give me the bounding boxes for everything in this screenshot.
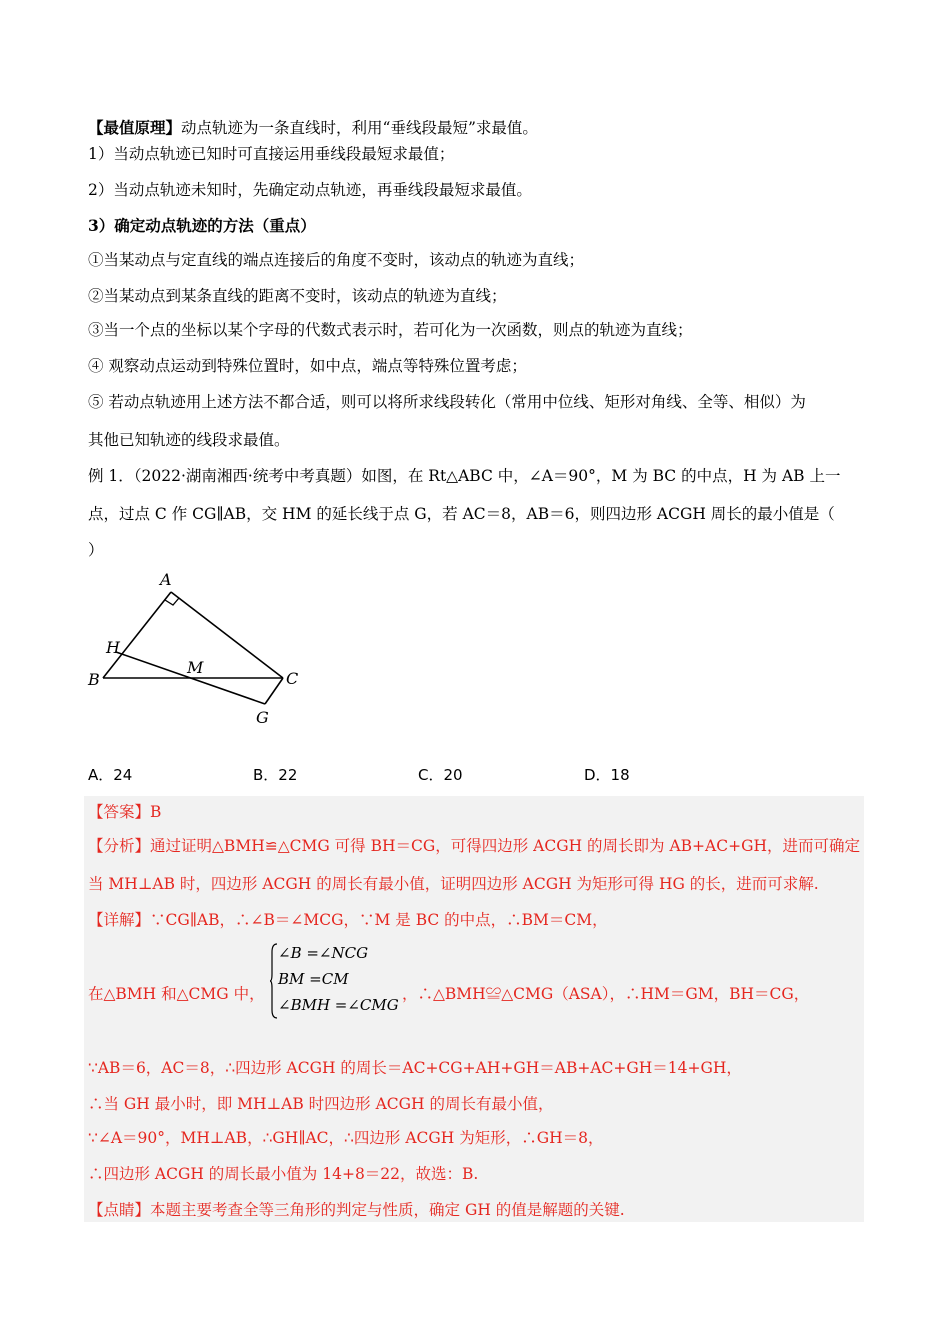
option-d: D．18	[584, 766, 630, 784]
analysis-title: 【分析】	[88, 837, 151, 855]
method-2: ②当某动点到某条直线的距离不变时，该动点的轨迹为直线；	[88, 287, 507, 305]
detail-line-2-post: ，∴△BMH≌△CMG（ASA），∴HM＝GM，BH＝CG，	[402, 985, 810, 1003]
principle-title: 【最值原理】	[88, 118, 182, 137]
equation-system	[270, 942, 400, 1020]
analysis-text-1: 通过证明△BMH≌△CMG 可得 BH＝CG，可得四边形 ACGH 的周长即为 AB+AC+GH，进而可确定	[150, 837, 860, 855]
principle-line	[88, 118, 538, 138]
option-a: A．24	[88, 766, 133, 784]
system-brace	[270, 942, 278, 1020]
principle-text: 动点轨迹为一条直线时，利用“垂线段最短”求最值。	[181, 119, 538, 137]
label-h: H	[106, 638, 120, 657]
method-6: 其他已知轨迹的线段求最值。	[88, 431, 290, 449]
detail-title: 【详解】	[88, 911, 151, 929]
method-5: ⑤ 若动点轨迹用上述方法不都合适，则可以将所求线段转化（常用中位线、矩形对角线、全等、相似）为	[88, 393, 806, 411]
example-line-3: ）	[88, 541, 104, 559]
system-row-1: ∠B =∠NCG	[278, 944, 369, 962]
detail-line-4: ∴当 GH 最小时，即 MH⊥AB 时四边形 ACGH 的周长有最小值，	[88, 1095, 554, 1113]
point-2: 2）当动点轨迹未知时，先确定动点轨迹，再垂线段最短求最值。	[88, 181, 532, 199]
comment-text: 本题主要考查全等三角形的判定与性质，确定 GH 的值是解题的关键.	[150, 1201, 625, 1219]
method-1: ①当某动点与定直线的端点连接后的角度不变时，该动点的轨迹为直线；	[88, 251, 585, 269]
answer-line: 【答案】B	[88, 803, 162, 821]
label-g: G	[256, 708, 269, 727]
method-4: ④ 观察动点运动到特殊位置时，如中点，端点等特殊位置考虑；	[88, 357, 527, 375]
example-line-2: 点，过点 C 作 CG∥AB，交 HM 的延长线于点 G，若 AC＝8，AB＝6，则四边形 ACGH 周长的最小值是（	[88, 505, 835, 523]
method-title: 3）确定动点轨迹的方法（重点）	[88, 216, 316, 235]
comment-line	[88, 1200, 625, 1220]
label-c: C	[286, 669, 299, 688]
detail-line-2-pre: 在△BMH 和△CMG 中，	[88, 985, 265, 1003]
comment-title: 【点睛】	[88, 1201, 151, 1219]
analysis-line-1	[88, 836, 860, 856]
option-b: B．22	[253, 766, 298, 784]
detail-text-1: ∵CG∥AB，∴∠B＝∠MCG，∵M 是 BC 的中点，∴BM＝CM，	[150, 911, 608, 929]
method-3: ③当一个点的坐标以某个字母的代数式表示时，若可化为一次函数，则点的轨迹为直线；	[88, 321, 693, 339]
label-a: A	[160, 570, 172, 589]
label-b: B	[88, 670, 100, 689]
system-row-3: ∠BMH =∠CMG	[278, 996, 399, 1014]
detail-line-3: ∵AB＝6，AC＝8，∴四边形 ACGH 的周长＝AC+CG+AH+GH＝AB+AC+GH＝14+GH，	[88, 1059, 742, 1077]
detail-line-1	[88, 910, 608, 930]
detail-line-5: ∵∠A＝90°，MH⊥AB，∴GH∥AC，∴四边形 ACGH 为矩形，∴GH＝8，	[88, 1129, 604, 1147]
example-line-1: 例 1．（2022·湖南湘西·统考中考真题）如图，在 Rt△ABC 中，∠A＝90°，M 为 BC 的中点，H 为 AB 上一	[88, 467, 841, 485]
answer-panel	[84, 796, 864, 1222]
detail-line-6: ∴四边形 ACGH 的周长最小值为 14+8＝22，故选：B.	[88, 1165, 479, 1183]
analysis-line-2: 当 MH⊥AB 时，四边形 ACGH 的周长有最小值，证明四边形 ACGH 为矩形可得 HG 的长，进而可求解.	[88, 875, 819, 893]
triangle-figure	[80, 566, 320, 732]
label-m: M	[187, 658, 204, 677]
point-1: 1）当动点轨迹已知时可直接运用垂线段最短求最值；	[88, 145, 455, 163]
system-row-2: BM =CM	[278, 970, 349, 988]
option-c: C．20	[418, 766, 463, 784]
